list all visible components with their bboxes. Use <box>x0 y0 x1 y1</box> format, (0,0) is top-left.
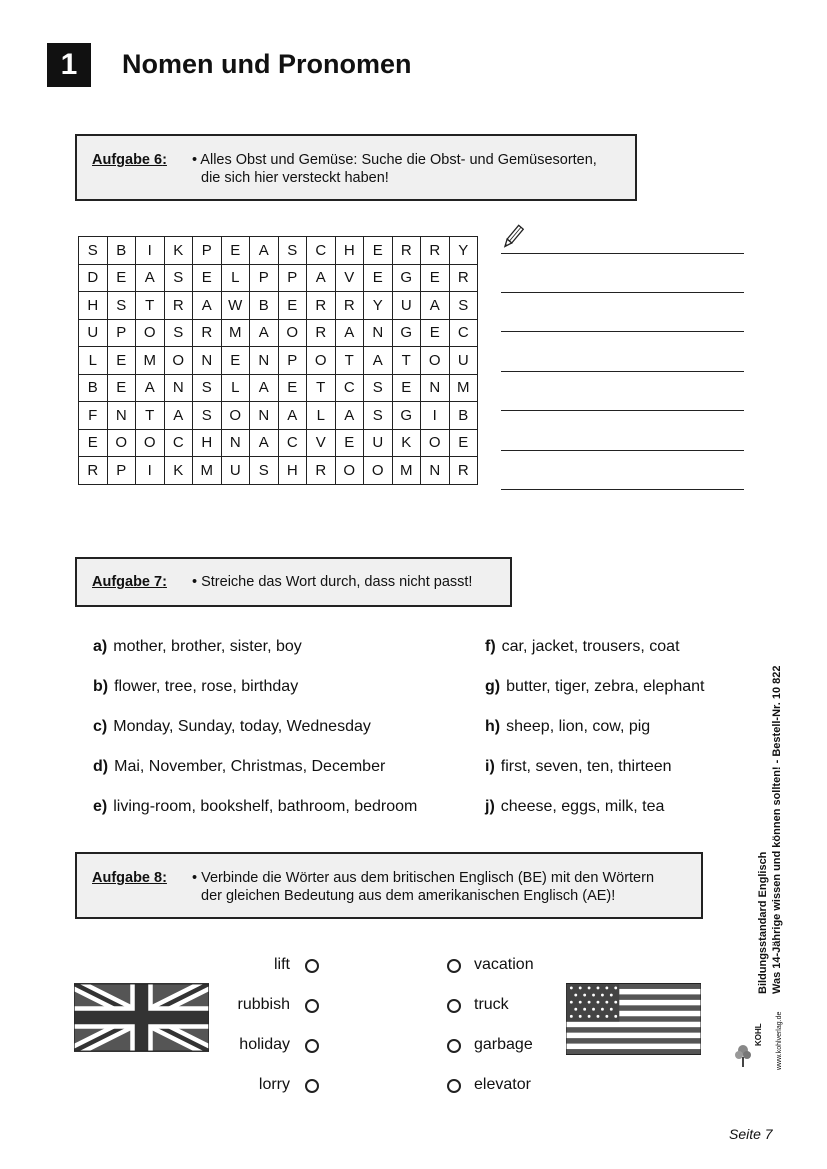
grid-cell[interactable]: C <box>307 237 336 265</box>
grid-cell[interactable]: O <box>421 429 450 457</box>
grid-cell[interactable]: N <box>193 347 222 375</box>
grid-cell[interactable]: N <box>164 374 193 402</box>
grid-cell[interactable]: L <box>221 264 250 292</box>
exercise-item-b: b) flower, tree, rose, birthday <box>93 678 299 695</box>
answer-line[interactable] <box>501 371 744 372</box>
exercise-item-g: g) butter, tiger, zebra, elephant <box>485 678 705 695</box>
exercise-item-d: d) Mai, November, Christmas, December <box>93 758 386 775</box>
publisher-logo-icon <box>735 1043 753 1069</box>
ae-connector-circle[interactable] <box>447 1039 461 1053</box>
grid-cell[interactable]: O <box>335 457 364 485</box>
grid-cell[interactable]: G <box>392 319 421 347</box>
grid-cell[interactable]: M <box>221 319 250 347</box>
ae-word-garbage: garbage <box>474 1036 533 1053</box>
grid-cell[interactable]: H <box>193 429 222 457</box>
exercise-words[interactable]: flower, tree, rose, birthday <box>114 678 299 695</box>
grid-cell[interactable]: S <box>107 292 136 320</box>
grid-cell[interactable]: E <box>107 374 136 402</box>
grid-row <box>79 457 478 485</box>
grid-cell[interactable]: E <box>421 319 450 347</box>
grid-cell[interactable]: S <box>193 374 222 402</box>
grid-cell[interactable]: Y <box>364 292 393 320</box>
grid-cell[interactable]: E <box>278 374 307 402</box>
grid-cell[interactable]: T <box>136 402 165 430</box>
grid-cell[interactable]: R <box>307 292 336 320</box>
exercise-item-i: i) first, seven, ten, thirteen <box>485 758 672 775</box>
exercise-words[interactable]: mother, brother, sister, boy <box>113 638 302 655</box>
grid-cell[interactable]: R <box>79 457 108 485</box>
pencil-icon <box>500 224 524 252</box>
grid-cell[interactable]: L <box>307 402 336 430</box>
grid-cell[interactable]: E <box>278 292 307 320</box>
task6-line1: • Alles Obst und Gemüse: Suche die Obst- und Gemüsesorten, <box>192 152 597 168</box>
grid-cell[interactable]: U <box>221 457 250 485</box>
answer-line[interactable] <box>501 331 744 332</box>
answer-line[interactable] <box>501 450 744 451</box>
task7-box <box>75 557 512 607</box>
grid-cell[interactable]: T <box>392 347 421 375</box>
grid-cell[interactable]: E <box>392 374 421 402</box>
grid-row <box>79 264 478 292</box>
grid-cell[interactable]: F <box>79 402 108 430</box>
grid-cell[interactable]: K <box>392 429 421 457</box>
grid-cell[interactable]: A <box>250 374 279 402</box>
grid-cell[interactable]: P <box>193 237 222 265</box>
grid-cell[interactable]: G <box>392 402 421 430</box>
grid-cell[interactable]: A <box>250 319 279 347</box>
grid-cell[interactable]: U <box>449 347 478 375</box>
grid-cell[interactable]: H <box>278 457 307 485</box>
grid-row <box>79 429 478 457</box>
grid-cell[interactable]: O <box>307 347 336 375</box>
sidebar-series-title: Bildungsstandard Englisch <box>757 851 769 994</box>
task8-line2: der gleichen Bedeutung aus dem amerikanischen Englisch (AE)! <box>201 888 616 904</box>
grid-cell[interactable]: K <box>164 457 193 485</box>
task7-label: Aufgabe 7: <box>92 574 167 590</box>
grid-cell[interactable]: N <box>421 457 450 485</box>
grid-cell[interactable]: B <box>250 292 279 320</box>
grid-cell[interactable]: O <box>278 319 307 347</box>
grid-cell[interactable]: O <box>136 429 165 457</box>
grid-cell[interactable]: S <box>278 237 307 265</box>
ae-word-vacation: vacation <box>474 956 534 973</box>
grid-cell[interactable]: E <box>335 429 364 457</box>
grid-cell[interactable]: N <box>250 347 279 375</box>
task8-box <box>75 852 703 919</box>
exercise-item-c: c) Monday, Sunday, today, Wednesday <box>93 718 371 735</box>
answer-line[interactable] <box>501 489 744 490</box>
be-word-lift: lift <box>274 956 290 973</box>
grid-cell[interactable]: C <box>335 374 364 402</box>
publisher-name: KOHL <box>754 1023 763 1046</box>
task6-instruction <box>192 151 597 187</box>
grid-cell[interactable]: G <box>392 264 421 292</box>
grid-cell[interactable]: R <box>193 319 222 347</box>
grid-cell[interactable]: M <box>136 347 165 375</box>
exercise-words[interactable]: butter, tiger, zebra, elephant <box>506 678 705 695</box>
grid-cell[interactable]: R <box>335 292 364 320</box>
grid-cell[interactable]: A <box>335 319 364 347</box>
grid-cell[interactable]: E <box>364 237 393 265</box>
ae-connector-circle[interactable] <box>447 999 461 1013</box>
ae-connector-circle[interactable] <box>447 959 461 973</box>
grid-cell[interactable]: A <box>193 292 222 320</box>
grid-cell[interactable]: S <box>250 457 279 485</box>
task8-label: Aufgabe 8: <box>92 870 167 886</box>
grid-cell[interactable]: S <box>449 292 478 320</box>
publisher-website: www.kohlverlag.de <box>776 1011 783 1070</box>
grid-cell[interactable]: P <box>107 457 136 485</box>
grid-cell[interactable]: R <box>392 237 421 265</box>
grid-cell[interactable]: U <box>364 429 393 457</box>
ae-word-elevator: elevator <box>474 1076 531 1093</box>
grid-row <box>79 347 478 375</box>
exercise-item-j: j) cheese, eggs, milk, tea <box>485 798 665 815</box>
grid-cell[interactable]: O <box>221 402 250 430</box>
task6-line2: die sich hier versteckt haben! <box>201 170 389 186</box>
grid-cell[interactable]: E <box>79 429 108 457</box>
grid-row <box>79 292 478 320</box>
task8-line1: • Verbinde die Wörter aus dem britischen Englisch (BE) mit den Wörtern <box>192 870 655 886</box>
grid-cell[interactable]: I <box>136 457 165 485</box>
grid-cell[interactable]: E <box>193 264 222 292</box>
grid-cell[interactable]: Y <box>449 237 478 265</box>
wordsearch-grid <box>78 236 478 485</box>
grid-cell[interactable]: K <box>164 237 193 265</box>
be-connector-circle[interactable] <box>305 1039 319 1053</box>
grid-cell[interactable]: O <box>164 347 193 375</box>
task6-label: Aufgabe 6: <box>92 152 167 168</box>
grid-cell[interactable]: R <box>449 457 478 485</box>
be-word-holiday: holiday <box>239 1036 290 1053</box>
grid-cell[interactable]: S <box>193 402 222 430</box>
grid-cell[interactable]: O <box>421 347 450 375</box>
be-word-rubbish: rubbish <box>237 996 290 1013</box>
grid-cell[interactable]: A <box>421 292 450 320</box>
ae-connector-circle[interactable] <box>447 1079 461 1093</box>
grid-cell[interactable]: C <box>164 429 193 457</box>
grid-cell[interactable]: N <box>250 402 279 430</box>
grid-cell[interactable]: A <box>250 429 279 457</box>
grid-cell[interactable]: L <box>221 374 250 402</box>
grid-cell[interactable]: I <box>136 237 165 265</box>
grid-cell[interactable]: O <box>136 319 165 347</box>
page-number: Seite 7 <box>729 1126 773 1142</box>
grid-cell[interactable]: T <box>307 374 336 402</box>
grid-cell[interactable]: A <box>136 374 165 402</box>
exercise-words[interactable]: first, seven, ten, thirteen <box>500 758 672 775</box>
grid-cell[interactable]: A <box>278 402 307 430</box>
be-connector-circle[interactable] <box>305 1079 319 1093</box>
grid-cell[interactable]: B <box>449 402 478 430</box>
grid-cell[interactable]: H <box>79 292 108 320</box>
grid-cell[interactable]: I <box>421 402 450 430</box>
grid-cell[interactable]: N <box>364 319 393 347</box>
exercise-words[interactable]: cheese, eggs, milk, tea <box>500 798 665 815</box>
grid-cell[interactable]: H <box>335 237 364 265</box>
grid-cell[interactable]: N <box>107 402 136 430</box>
grid-cell[interactable]: N <box>221 429 250 457</box>
exercise-words[interactable]: Mai, November, Christmas, December <box>114 758 386 775</box>
grid-cell[interactable]: C <box>278 429 307 457</box>
answer-line[interactable] <box>501 410 744 411</box>
grid-cell[interactable]: E <box>449 429 478 457</box>
grid-cell[interactable]: A <box>335 402 364 430</box>
ae-word-truck: truck <box>474 996 509 1013</box>
grid-cell[interactable]: B <box>79 374 108 402</box>
exercise-item-h: h) sheep, lion, cow, pig <box>485 718 651 735</box>
grid-cell[interactable]: E <box>221 347 250 375</box>
exercise-words[interactable]: car, jacket, trousers, coat <box>501 638 680 655</box>
grid-cell[interactable]: U <box>392 292 421 320</box>
grid-cell[interactable]: M <box>449 374 478 402</box>
grid-cell[interactable]: O <box>364 457 393 485</box>
grid-cell[interactable]: E <box>107 347 136 375</box>
grid-cell[interactable]: M <box>193 457 222 485</box>
grid-cell[interactable]: S <box>364 374 393 402</box>
grid-cell[interactable]: D <box>79 264 108 292</box>
grid-cell[interactable]: R <box>449 264 478 292</box>
grid-cell[interactable]: V <box>307 429 336 457</box>
grid-cell[interactable]: R <box>421 237 450 265</box>
be-connector-circle[interactable] <box>305 999 319 1013</box>
exercise-item-e: e) living-room, bookshelf, bathroom, bedroom <box>93 798 418 815</box>
sidebar-subtitle-order: Was 14-Jährige wissen und können sollten! - Bestell-Nr. 10 822 <box>771 665 783 994</box>
grid-cell[interactable]: S <box>79 237 108 265</box>
grid-cell[interactable]: R <box>307 319 336 347</box>
grid-cell[interactable]: R <box>307 457 336 485</box>
grid-cell[interactable]: A <box>250 237 279 265</box>
grid-cell[interactable]: P <box>278 347 307 375</box>
grid-cell[interactable]: E <box>421 264 450 292</box>
task8-instruction <box>192 869 654 905</box>
us-flag-icon <box>566 983 701 1055</box>
grid-cell[interactable]: T <box>136 292 165 320</box>
answer-line[interactable] <box>501 253 744 254</box>
be-connector-circle[interactable] <box>305 959 319 973</box>
grid-cell[interactable]: P <box>107 319 136 347</box>
grid-cell[interactable]: M <box>392 457 421 485</box>
answer-line[interactable] <box>501 292 744 293</box>
task7-instruction: • Streiche das Wort durch, dass nicht passt! <box>192 574 473 590</box>
grid-cell[interactable]: E <box>107 264 136 292</box>
grid-row <box>79 319 478 347</box>
grid-cell[interactable]: P <box>250 264 279 292</box>
grid-cell[interactable]: P <box>278 264 307 292</box>
grid-cell[interactable]: W <box>221 292 250 320</box>
exercise-item-a: a) mother, brother, sister, boy <box>93 638 302 655</box>
grid-cell[interactable]: A <box>364 347 393 375</box>
be-word-lorry: lorry <box>258 1076 290 1093</box>
grid-cell[interactable]: A <box>164 402 193 430</box>
grid-cell[interactable]: N <box>421 374 450 402</box>
grid-row <box>79 237 478 265</box>
grid-cell[interactable]: S <box>364 402 393 430</box>
grid-cell[interactable]: E <box>364 264 393 292</box>
exercise-words[interactable]: Monday, Sunday, today, Wednesday <box>113 718 371 735</box>
grid-cell[interactable]: C <box>449 319 478 347</box>
grid-cell[interactable]: S <box>164 319 193 347</box>
grid-row <box>79 374 478 402</box>
exercise-words[interactable]: living-room, bookshelf, bathroom, bedroom <box>113 798 418 815</box>
grid-cell[interactable]: A <box>307 264 336 292</box>
grid-cell[interactable]: O <box>107 429 136 457</box>
exercise-item-f: f) car, jacket, trousers, coat <box>485 638 680 655</box>
exercise-words[interactable]: sheep, lion, cow, pig <box>506 718 651 735</box>
chapter-number: 1 <box>47 43 91 87</box>
grid-cell[interactable]: T <box>335 347 364 375</box>
grid-cell[interactable]: L <box>79 347 108 375</box>
grid-cell[interactable]: A <box>136 264 165 292</box>
task6-box <box>75 134 637 201</box>
grid-cell[interactable]: U <box>79 319 108 347</box>
grid-cell[interactable]: R <box>164 292 193 320</box>
grid-cell[interactable]: E <box>221 237 250 265</box>
grid-cell[interactable]: B <box>107 237 136 265</box>
grid-cell[interactable]: V <box>335 264 364 292</box>
grid-cell[interactable]: S <box>164 264 193 292</box>
grid-row <box>79 402 478 430</box>
page-title: Nomen und Pronomen <box>122 49 412 79</box>
